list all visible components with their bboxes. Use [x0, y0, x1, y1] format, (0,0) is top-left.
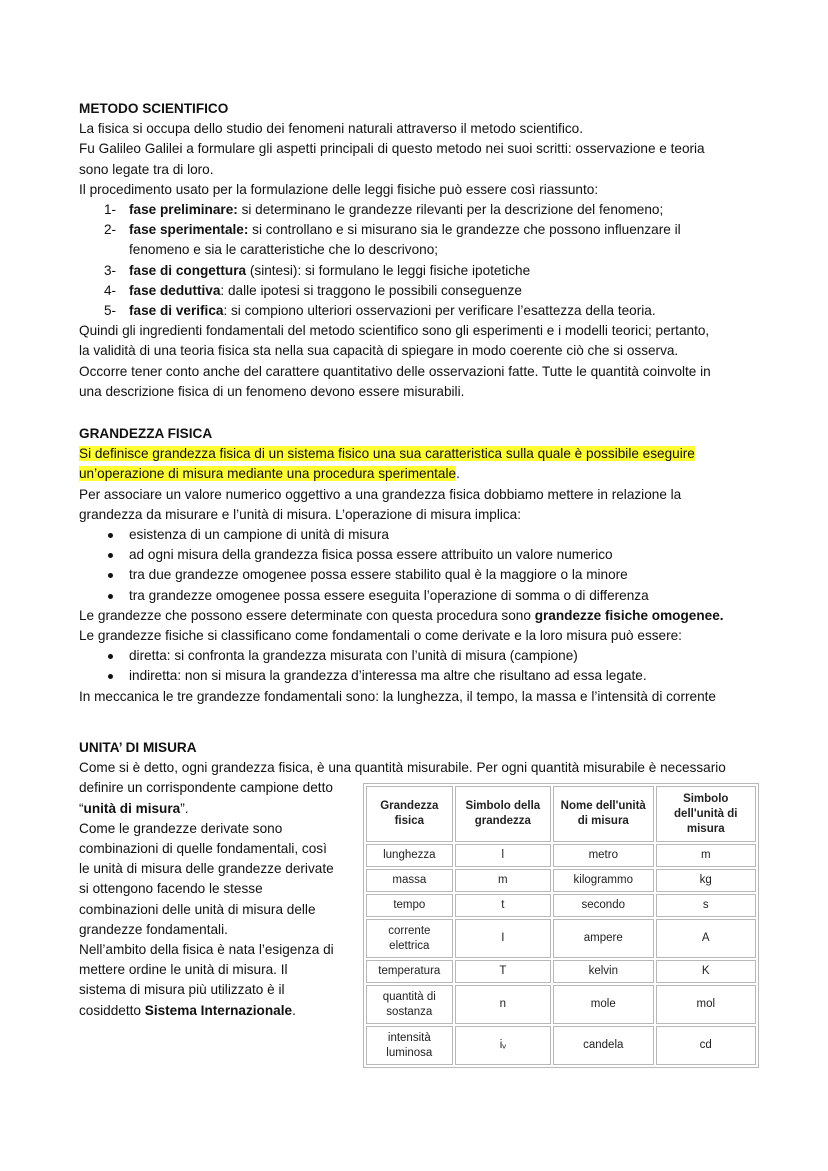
section-metodo-scientifico: [79, 99, 759, 402]
table-cell: tempo: [366, 894, 453, 917]
steps-list: [79, 200, 759, 321]
table-row: [366, 1026, 756, 1065]
list-item-text: indiretta: non si misura la grandezza d’interessa ma altre che risultano ad essa legate.: [129, 668, 647, 684]
paragraph-line: si ottengono facendo le stesse: [79, 881, 263, 897]
bullet-icon: [108, 674, 113, 679]
list-item-text: tra due grandezze omogenee possa essere stabilito qual è la maggiore o la minore: [129, 567, 628, 583]
table-cell: T: [455, 960, 551, 983]
section-spacer: [79, 402, 759, 424]
quote-open: “: [79, 800, 84, 816]
table-row: [366, 985, 756, 1024]
bold-term: unità di misura: [83, 800, 181, 816]
table-row: [366, 919, 756, 958]
list-item: [79, 301, 759, 321]
paragraph-end: .: [292, 1002, 296, 1018]
bullet-icon: [108, 654, 113, 659]
table-cell: mol: [656, 985, 757, 1024]
list-item: [79, 545, 759, 565]
units-table: [363, 783, 759, 1068]
list-number: 2-: [104, 222, 117, 238]
list-item-text: ad ogni misura della grandezza fisica possa essere attribuito un valore numerico: [129, 547, 613, 563]
highlighted-definition: un’operazione di misura mediante una procedura sperimentale: [79, 466, 457, 482]
table-cell: kelvin: [553, 960, 653, 983]
table-cell: n: [455, 985, 551, 1024]
list-item-text: esistenza di un campione di unità di misura: [129, 527, 389, 543]
table-cell: secondo: [553, 894, 653, 917]
list-item: [79, 220, 759, 260]
definition-line: [79, 444, 759, 464]
table-cell: A: [656, 919, 757, 958]
paragraph-text: cosiddetto: [79, 1002, 145, 1018]
column-header: Grandezza fisica: [366, 786, 453, 842]
list-number: 4-: [104, 282, 117, 298]
table-header-row: [366, 786, 756, 842]
bold-term: Sistema Internazionale: [144, 1002, 293, 1018]
paragraph-line: Quindi gli ingredienti fondamentali del metodo scientifico sono gli esperimenti e i modelli teorici; pertanto,: [79, 323, 710, 339]
table-cell: temperatura: [366, 960, 453, 983]
paragraph-line: sono legate tra di loro.: [79, 161, 214, 177]
table-cell: candela: [553, 1026, 653, 1065]
paragraph: Come si è detto, ogni grandezza fisica, è una quantità misurabile. Per ogni quantità misurabile è necessario: [79, 760, 726, 776]
paragraph-line: Fu Galileo Galilei a formulare gli aspetti principali di questo metodo nei suoi scritti: osservazione e teoria: [79, 141, 705, 157]
list-number: 1-: [104, 202, 117, 218]
bullet-icon: [108, 553, 113, 558]
units-text-column: [79, 778, 349, 1020]
table-cell: K: [656, 960, 757, 983]
step-term: fase preliminare:: [129, 202, 238, 218]
table-cell: t: [455, 894, 551, 917]
table-cell: kg: [656, 869, 757, 892]
step-term: fase di congettura: [129, 262, 247, 278]
paragraph: [79, 606, 759, 626]
paragraph-text: Le grandezze che possono essere determinate con questa procedura sono: [79, 607, 535, 623]
list-item-text: diretta: si confronta la grandezza misurata con l’unità di misura (campione): [129, 648, 578, 664]
bullet-icon: [108, 573, 113, 578]
column-header: Simbolo della grandezza: [455, 786, 551, 842]
table-cell: quantità di sostanza: [366, 985, 453, 1024]
table-row: [366, 869, 756, 892]
list-number: 3-: [104, 262, 117, 278]
bullet-list: [79, 525, 759, 606]
paragraph-line: la validità di una teoria fisica sta nella sua capacità di spiegare in modo coerente ciò che si osserva.: [79, 343, 679, 359]
section-title: UNITA’ DI MISURA: [79, 739, 197, 755]
bullet-icon: [108, 533, 113, 538]
paragraph-line: Occorre tener conto anche del carattere quantitativo delle osservazioni fatte. Tutte le quantità coinvolte in: [79, 363, 711, 379]
step-term: fase di verifica: [129, 303, 224, 319]
list-item: [79, 281, 759, 301]
paragraph-line: definire un corrispondente campione detto: [79, 780, 333, 796]
table-cell: mole: [553, 985, 653, 1024]
paragraph-line: le unità di misura delle grandezze derivate: [79, 861, 334, 877]
list-item: [79, 586, 759, 606]
section-title: GRANDEZZA FISICA: [79, 426, 213, 442]
units-block: [79, 778, 759, 1059]
paragraph-line: Come le grandezze derivate sono: [79, 820, 283, 836]
step-text: si controllano e si misurano sia le grandezze che possono influenzare il: [248, 222, 681, 238]
list-number: 5-: [104, 303, 117, 319]
bullet-icon: [108, 594, 113, 599]
step-text: si determinano le grandezze rilevanti per la descrizione del fenomeno;: [237, 202, 664, 218]
step-term: fase deduttiva: [129, 282, 221, 298]
list-item-text: tra grandezze omogenee possa essere eseguita l’operazione di somma o di differenza: [129, 587, 649, 603]
list-item: [79, 200, 759, 220]
section-grandezza-fisica: [79, 424, 759, 707]
list-item: [79, 565, 759, 585]
definition-end: .: [456, 466, 460, 482]
paragraph-line: [79, 1001, 349, 1021]
table-row: [366, 844, 756, 867]
paragraph-line: combinazioni di quelle fondamentali, così: [79, 840, 327, 856]
paragraph-line: sistema di misura più utilizzato è il: [79, 982, 285, 998]
section-title: METODO SCIENTIFICO: [79, 101, 229, 116]
table-cell: s: [656, 894, 757, 917]
table-row: [366, 960, 756, 983]
table-cell: kilogrammo: [553, 869, 653, 892]
list-item: [79, 666, 759, 686]
table-cell: m: [455, 869, 551, 892]
bold-term: grandezze fisiche omogenee.: [534, 607, 724, 623]
table-cell: metro: [553, 844, 653, 867]
table-row: [366, 894, 756, 917]
column-header: Nome dell'unità di misura: [553, 786, 653, 842]
table-cell: intensità luminosa: [366, 1026, 453, 1065]
paragraph: In meccanica le tre grandezze fondamentali sono: la lunghezza, il tempo, la massa e l’intensità di corrente: [79, 688, 716, 704]
paragraph-line: una descrizione fisica di un fenomeno devono essere misurabili.: [79, 383, 465, 399]
table-cell: lunghezza: [366, 844, 453, 867]
table-cell: m: [656, 844, 757, 867]
paragraph-line: grandezza da misurare e l’unità di misura. L’operazione di misura implica:: [79, 506, 522, 522]
table-cell: iᵥ: [455, 1026, 551, 1065]
table-cell: l: [455, 844, 551, 867]
paragraph-line: Nell’ambito della fisica è nata l’esigenza di: [79, 941, 334, 957]
table-cell: cd: [656, 1026, 757, 1065]
bullet-list: [79, 646, 759, 686]
table-cell: ampere: [553, 919, 653, 958]
column-header: Simbolo dell'unità di misura: [656, 786, 757, 842]
step-term: fase sperimentale:: [129, 222, 249, 238]
definition-line: [79, 464, 759, 484]
table-cell: corrente elettrica: [366, 919, 453, 958]
paragraph-line: [79, 799, 349, 819]
document-content: [79, 99, 759, 1059]
paragraph: Le grandezze fisiche si classificano come fondamentali o come derivate e la loro misura può essere:: [79, 628, 682, 644]
paragraph: La fisica si occupa dello studio dei fenomeni naturali attraverso il metodo scientifico.: [79, 121, 583, 137]
section-unita-di-misura: [79, 738, 759, 1059]
highlighted-definition: Si definisce grandezza fisica di un sistema fisico una sua caratteristica sulla quale è possibile eseguire: [79, 446, 695, 462]
paragraph-line: combinazioni delle unità di misura delle: [79, 901, 316, 917]
step-text-continued: fenomeno e sia le caratteristiche che lo descrivono;: [129, 242, 439, 258]
list-item: [79, 261, 759, 281]
list-item: [79, 646, 759, 666]
table-cell: I: [455, 919, 551, 958]
paragraph-line: Per associare un valore numerico oggettivo a una grandezza fisica dobbiamo mettere in relazione la: [79, 486, 682, 502]
paragraph-line: grandezze fondamentali.: [79, 921, 228, 937]
list-item: [79, 525, 759, 545]
step-text: : dalle ipotesi si traggono le possibili conseguenze: [220, 282, 522, 298]
paragraph: Il procedimento usato per la formulazione delle leggi fisiche può essere così riassunto:: [79, 181, 599, 197]
table-cell: massa: [366, 869, 453, 892]
quote-close: ”.: [180, 800, 189, 816]
step-text: (sintesi): si formulano le leggi fisiche ipotetiche: [246, 262, 531, 278]
paragraph-line: mettere ordine le unità di misura. Il: [79, 962, 288, 978]
section-spacer: [79, 707, 759, 738]
step-text: : si compiono ulteriori osservazioni per verificare l’esattezza della teoria.: [223, 303, 656, 319]
